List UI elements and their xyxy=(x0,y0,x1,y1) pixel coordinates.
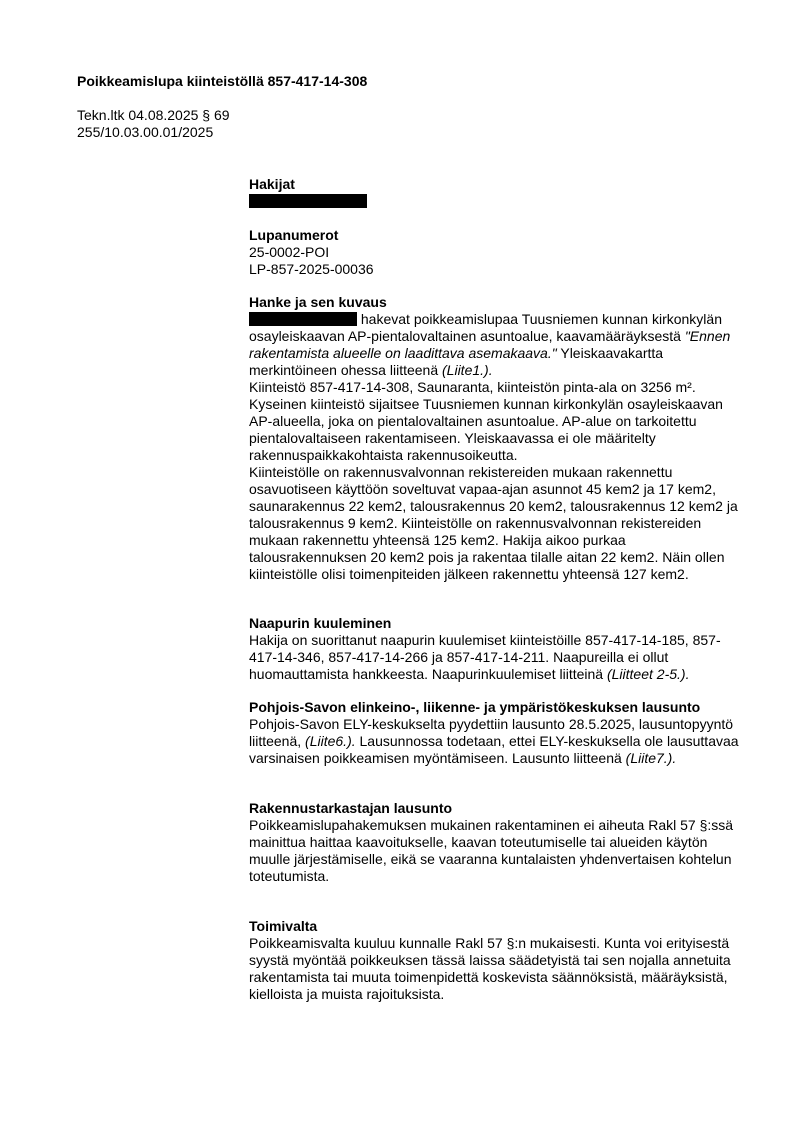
case-number-line: 255/10.03.00.01/2025 xyxy=(77,124,214,140)
meeting-reference xyxy=(77,107,230,141)
section-heading: Lupanumerot xyxy=(249,227,339,243)
permit-number: 25-0002-POI xyxy=(249,244,330,260)
attachment-reference: (Liite1.). xyxy=(442,362,493,378)
redacted-applicant-name xyxy=(249,312,357,326)
section-heading: Pohjois-Savon elinkeino-, liikenne- ja ympäristökeskuksen lausunto xyxy=(249,699,701,715)
section-heading: Naapurin kuuleminen xyxy=(249,615,392,631)
section-building-inspector-statement xyxy=(249,800,739,885)
plan-regulation-quote: "Ennen rakentamista alueelle on laadittava asemakaava." xyxy=(249,328,731,361)
document-title: Poikkeamislupa kiinteistöllä 857-417-14-308 xyxy=(77,73,368,89)
attachment-reference: (Liitteet 2-5.). xyxy=(606,666,690,682)
attachment-reference: (Liite7.). xyxy=(625,750,677,766)
section-heading: Hanke ja sen kuvaus xyxy=(249,294,387,310)
section-heading: Toimivalta xyxy=(249,918,318,934)
section-heading: Rakennustarkastajan lausunto xyxy=(249,800,453,816)
project-paragraph-3: Kiinteistölle on rakennusvalvonnan rekistereiden mukaan rakennettu osavuotiseen käyttöön soveltuvat vapaa-ajan asunnot 45 kem2 ja 17 kem2, saunarakennus 22 kem2, talousrakennus 20 kem2, talousrakennus 12 kem2 ja talousrakennus 9 kem2. Kiinteistölle on rakennusvalvonnan rekistereiden mukaan rakennettu yhteensä 125 kem2. Hakija aikoo purkaa talousrakennuksen 20 kem2 pois ja rakentaa tilalle aitan 22 kem2. Näin ollen kiinteistölle olisi toimenpiteiden jälkeen rakennettu yhteensä 127 kem2. xyxy=(249,464,738,582)
neighbour-hearing-text: Hakija on suorittanut naapurin kuulemiset kiinteistöille 857-417-14-185, 857-417-14-346, 857-417-14-266 ja 857-417-14-211. Naapureilla ei ollut huomauttamista hankkeesta. Naapurinkuulemiset liitteinä (Liitteet 2-5.). xyxy=(249,632,721,682)
section-authority xyxy=(249,918,739,1003)
section-project-description xyxy=(249,294,739,583)
attachment-reference: (Liite6.). xyxy=(305,733,356,749)
meeting-date-line: Tekn.ltk 04.08.2025 § 69 xyxy=(77,107,230,123)
project-paragraph-1: hakevat poikkeamislupaa Tuusniemen kunnan kirkonkylän osayleiskaavan AP-pientalovaltainen asuntoalue, kaavamääräyksestä "Ennen rakentamista alueelle on laadittava asemakaava." Yleiskaavakartta merkintöineen ohessa liitteenä (Liite1.). xyxy=(249,311,731,378)
section-heading: Hakijat xyxy=(249,176,295,192)
building-inspector-text: Poikkeamislupahakemuksen mukainen rakentaminen ei aiheuta Rakl 57 §:ssä mainittua haittaa kaavoitukselle, kaavan toteutumiselle tai alueiden käytön muulle järjestämiselle, eikä se vaaranna kuntalaisten yhdenvertaisen kohtelun toteutumista. xyxy=(249,817,734,884)
section-ely-statement xyxy=(249,699,739,767)
project-paragraph-2: Kiinteistö 857-417-14-308, Saunaranta, kiinteistön pinta-ala on 3256 m². Kyseinen kiinteistö sijaitsee Tuusniemen kunnan kirkonkylän osayleiskaavan AP-alueella, joka on pientalovaltainen asuntoalue. AP-alue on tarkoitettu pientalovaltaiseen rakentamiseen. Yleiskaavassa ei ole määritelty rakennuspaikkakohtaista rakennusoikeutta. xyxy=(249,379,723,463)
section-applicants xyxy=(249,176,739,210)
permit-number: LP-857-2025-00036 xyxy=(249,261,374,277)
section-permit-numbers xyxy=(249,227,739,278)
section-neighbour-hearing xyxy=(249,615,739,683)
ely-statement-text: Pohjois-Savon ELY-keskukselta pyydettiin lausunto 28.5.2025, lausuntopyyntö liitteenä, (Liite6.). Lausunnossa todetaan, ettei ELY-keskuksella ole lausuttavaa varsinaisen poikkeamisen myöntämiseen. Lausunto liitteenä (Liite7.). xyxy=(249,716,739,766)
authority-text: Poikkeamisvalta kuuluu kunnalle Rakl 57 §:n mukaisesti. Kunta voi erityisestä syystä myöntää poikkeuksen tässä laissa säädetyistä tai sen nojalla annetuita rakentamista tai muuta toimenpidettä koskevista säännöksistä, määräyksistä, kielloista ja muista rajoituksista. xyxy=(249,935,731,1002)
redacted-applicant-name xyxy=(249,194,367,208)
